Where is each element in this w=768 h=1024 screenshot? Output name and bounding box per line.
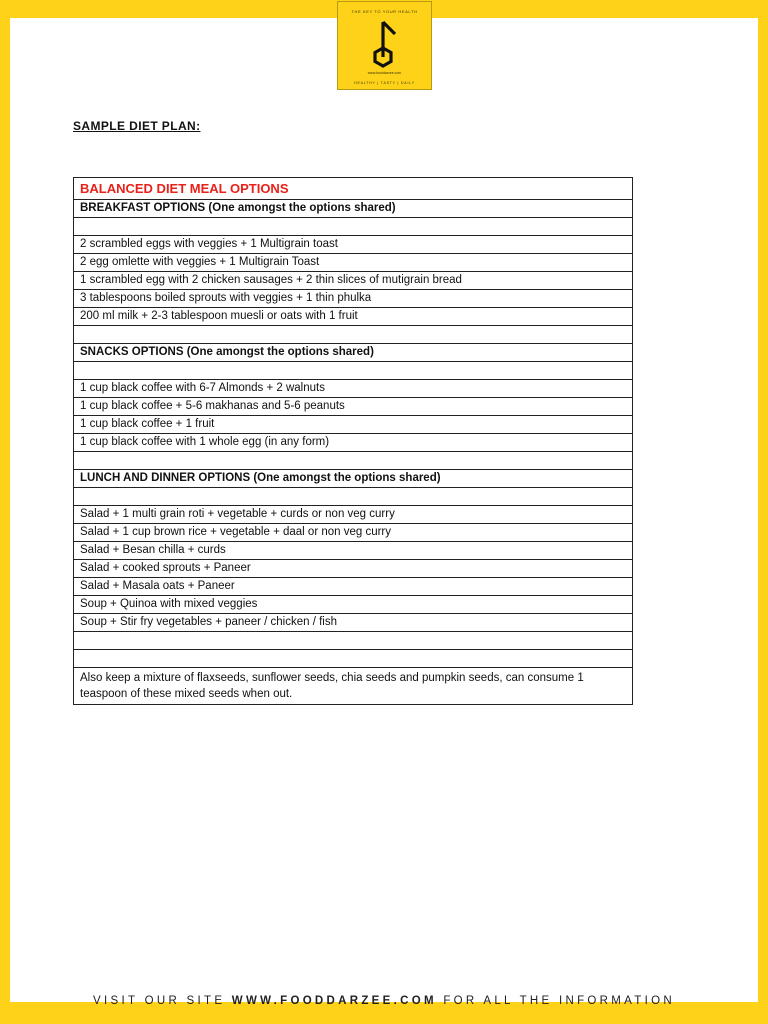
meal-option: Soup + Quinoa with mixed veggies xyxy=(74,596,633,614)
page-title: SAMPLE DIET PLAN: xyxy=(73,119,201,133)
meal-option: Salad + Masala oats + Paneer xyxy=(74,578,633,596)
music-note-icon xyxy=(370,19,402,71)
empty-row xyxy=(74,488,633,506)
table-row xyxy=(74,542,633,560)
empty-cell xyxy=(74,326,633,344)
meal-option: 1 cup black coffee + 5-6 makhanas and 5-6 peanuts xyxy=(74,398,633,416)
table-row xyxy=(74,506,633,524)
meal-option: 2 egg omlette with veggies + 1 Multigrain Toast xyxy=(74,254,633,272)
meal-option: 1 cup black coffee + 1 fruit xyxy=(74,416,633,434)
table-heading: BALANCED DIET MEAL OPTIONS xyxy=(74,178,633,200)
meal-option: Salad + Besan chilla + curds xyxy=(74,542,633,560)
section-header-row xyxy=(74,200,633,218)
footer-banner xyxy=(0,995,768,1007)
footer-suffix: FOR ALL THE INFORMATION xyxy=(436,995,675,1007)
meal-option: 200 ml milk + 2-3 tablespoon muesli or oats with 1 fruit xyxy=(74,308,633,326)
empty-cell xyxy=(74,650,633,668)
section-header: LUNCH AND DINNER OPTIONS (One amongst the options shared) xyxy=(74,470,633,488)
note-text: Also keep a mixture of flaxseeds, sunflower seeds, chia seeds and pumpkin seeds, can consume 1 teaspoon of these mixed seeds when out. xyxy=(74,668,633,705)
diet-plan-table xyxy=(73,177,633,705)
empty-row xyxy=(74,452,633,470)
note-row xyxy=(74,668,633,705)
empty-cell xyxy=(74,632,633,650)
section-header: BREAKFAST OPTIONS (One amongst the options shared) xyxy=(74,200,633,218)
table-heading-row xyxy=(74,178,633,200)
empty-row xyxy=(74,218,633,236)
table-row xyxy=(74,560,633,578)
empty-row xyxy=(74,632,633,650)
empty-row xyxy=(74,326,633,344)
meal-option: 1 cup black coffee with 6-7 Almonds + 2 walnuts xyxy=(74,380,633,398)
empty-row xyxy=(74,362,633,380)
table-row xyxy=(74,524,633,542)
section-header-row xyxy=(74,344,633,362)
empty-cell xyxy=(74,488,633,506)
section-header-row xyxy=(74,470,633,488)
meal-option: Soup + Stir fry vegetables + paneer / chicken / fish xyxy=(74,614,633,632)
meal-option: 1 cup black coffee with 1 whole egg (in any form) xyxy=(74,434,633,452)
table-row xyxy=(74,578,633,596)
logo-website: www.fooddarzee.com xyxy=(367,71,402,75)
meal-option: 1 scrambled egg with 2 chicken sausages + 2 thin slices of mutigrain bread xyxy=(74,272,633,290)
empty-cell xyxy=(74,218,633,236)
brand-logo xyxy=(337,1,432,90)
table-row xyxy=(74,254,633,272)
table-row xyxy=(74,596,633,614)
table-row xyxy=(74,398,633,416)
empty-cell xyxy=(74,362,633,380)
footer-prefix: VISIT OUR SITE xyxy=(93,995,232,1007)
table-row xyxy=(74,416,633,434)
meal-option: Salad + cooked sprouts + Paneer xyxy=(74,560,633,578)
table-row xyxy=(74,290,633,308)
table-row xyxy=(74,236,633,254)
footer-site-link[interactable]: WWW.FOODDARZEE.COM xyxy=(231,995,437,1007)
table-row xyxy=(74,308,633,326)
meal-option: Salad + 1 cup brown rice + vegetable + daal or non veg curry xyxy=(74,524,633,542)
table-row xyxy=(74,272,633,290)
empty-cell xyxy=(74,452,633,470)
section-header: SNACKS OPTIONS (One amongst the options shared) xyxy=(74,344,633,362)
logo-subline: HEALTHY | TASTY | DAILY xyxy=(354,81,415,85)
empty-row xyxy=(74,650,633,668)
logo-tagline: THE KEY TO YOUR HEALTH xyxy=(351,9,418,14)
meal-option: 2 scrambled eggs with veggies + 1 Multigrain toast xyxy=(74,236,633,254)
table-row xyxy=(74,614,633,632)
meal-option: 3 tablespoons boiled sprouts with veggies + 1 thin phulka xyxy=(74,290,633,308)
meal-option: Salad + 1 multi grain roti + vegetable + curds or non veg curry xyxy=(74,506,633,524)
table-row xyxy=(74,434,633,452)
table-row xyxy=(74,380,633,398)
